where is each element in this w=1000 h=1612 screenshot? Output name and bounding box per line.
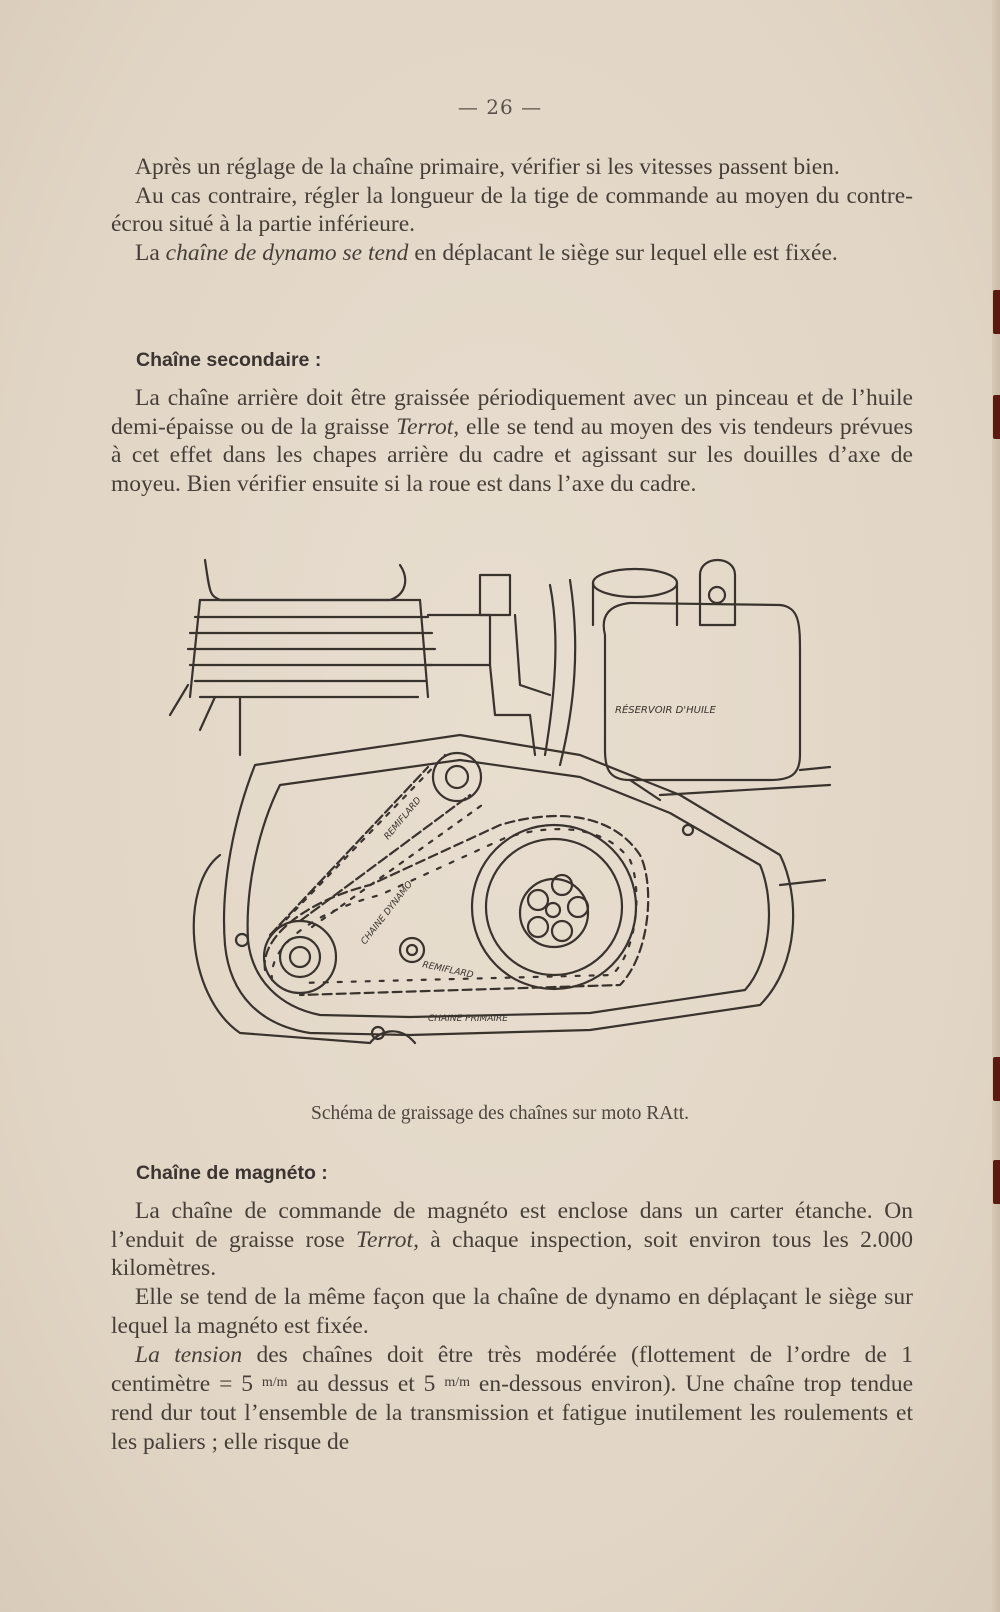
figure-caption: Schéma de graissage des chaînes sur moto RAtt. — [311, 1103, 689, 1124]
emphasis: La tension — [135, 1341, 243, 1368]
label-remiflard-top: REMIFLARD — [382, 795, 424, 842]
paragraph: La tension des chaînes doit être très modérée (flottement de l’ordre de 1 centimètre = 5 $^{m/m}$ au dessus et 5 $^{m/m}$ en-dessous environ). Une chaîne trop tendue rend dur tout l’ensemble de la transmission et fatigue inutilement les roulements et les paliers ; elle risque de — [111, 1341, 914, 1455]
section-heading-magneto: Chaîne de magnéto : — [136, 1162, 328, 1184]
tab-marker — [993, 1160, 1000, 1204]
unit-fraction: m/m — [444, 1375, 471, 1391]
unit-fraction: m/m — [261, 1375, 288, 1391]
secondary-chain-text — [111, 384, 913, 499]
tab-marker — [993, 1057, 1000, 1101]
label-dynamo-chain: CHAINE DYNAMO — [359, 879, 415, 947]
emphasis: chaîne de dynamo se tend — [165, 240, 409, 267]
paragraph: La chaîne de commande de magnéto est enclose dans un carter étanche. On l’enduit de graisse rose Terrot, à chaque inspection, soit environ tous les 2.000 kilomètres. — [111, 1198, 913, 1282]
paragraph: La chaîne de dynamo se tend en déplacant le siège sur lequel elle est fixée. — [135, 240, 838, 267]
emphasis: Terrot, — [396, 413, 460, 440]
paragraph: La chaîne arrière doit être graissée périodiquement avec un pinceau et de l’huile demi-épaisse ou de la graisse Terrot, elle se tend au moyen des vis tendeurs prévues à cet effet dans les chapes arrière du cadre et agissant sur les douilles d’axe de moyeu. Bien vérifier ensuite si la roue est dans l’axe du cadre. — [111, 385, 913, 498]
chain-lubrication-diagram — [160, 555, 860, 1085]
label-oil-tank: RÉSERVOIR D'HUILE — [615, 705, 716, 716]
label-primary-chain: CHAINE PRIMAIRE — [428, 1014, 508, 1024]
label-remiflard-bottom: REMIFLARD — [421, 960, 475, 981]
magneto-chain-text — [111, 1197, 913, 1456]
page-number: — 26 — — [457, 95, 543, 119]
page-edge — [992, 0, 1000, 1612]
section-heading-secondary: Chaîne secondaire : — [136, 349, 322, 371]
tab-marker — [993, 290, 1000, 334]
tab-marker — [993, 395, 1000, 439]
emphasis: Terrot, — [356, 1226, 419, 1253]
paragraph: Au cas contraire, régler la longueur de la tige de commande au moyen du contre-écrou situé à la partie inférieure. — [111, 182, 913, 238]
paragraph: Après un réglage de la chaîne primaire, vérifier si les vitesses passent bien. — [135, 154, 840, 180]
intro-text — [111, 153, 913, 268]
engine-illustration — [160, 555, 860, 1085]
paragraph: Elle se tend de la même façon que la chaîne de dynamo en déplaçant le siège sur lequel la magnéto est fixée. — [111, 1284, 913, 1339]
